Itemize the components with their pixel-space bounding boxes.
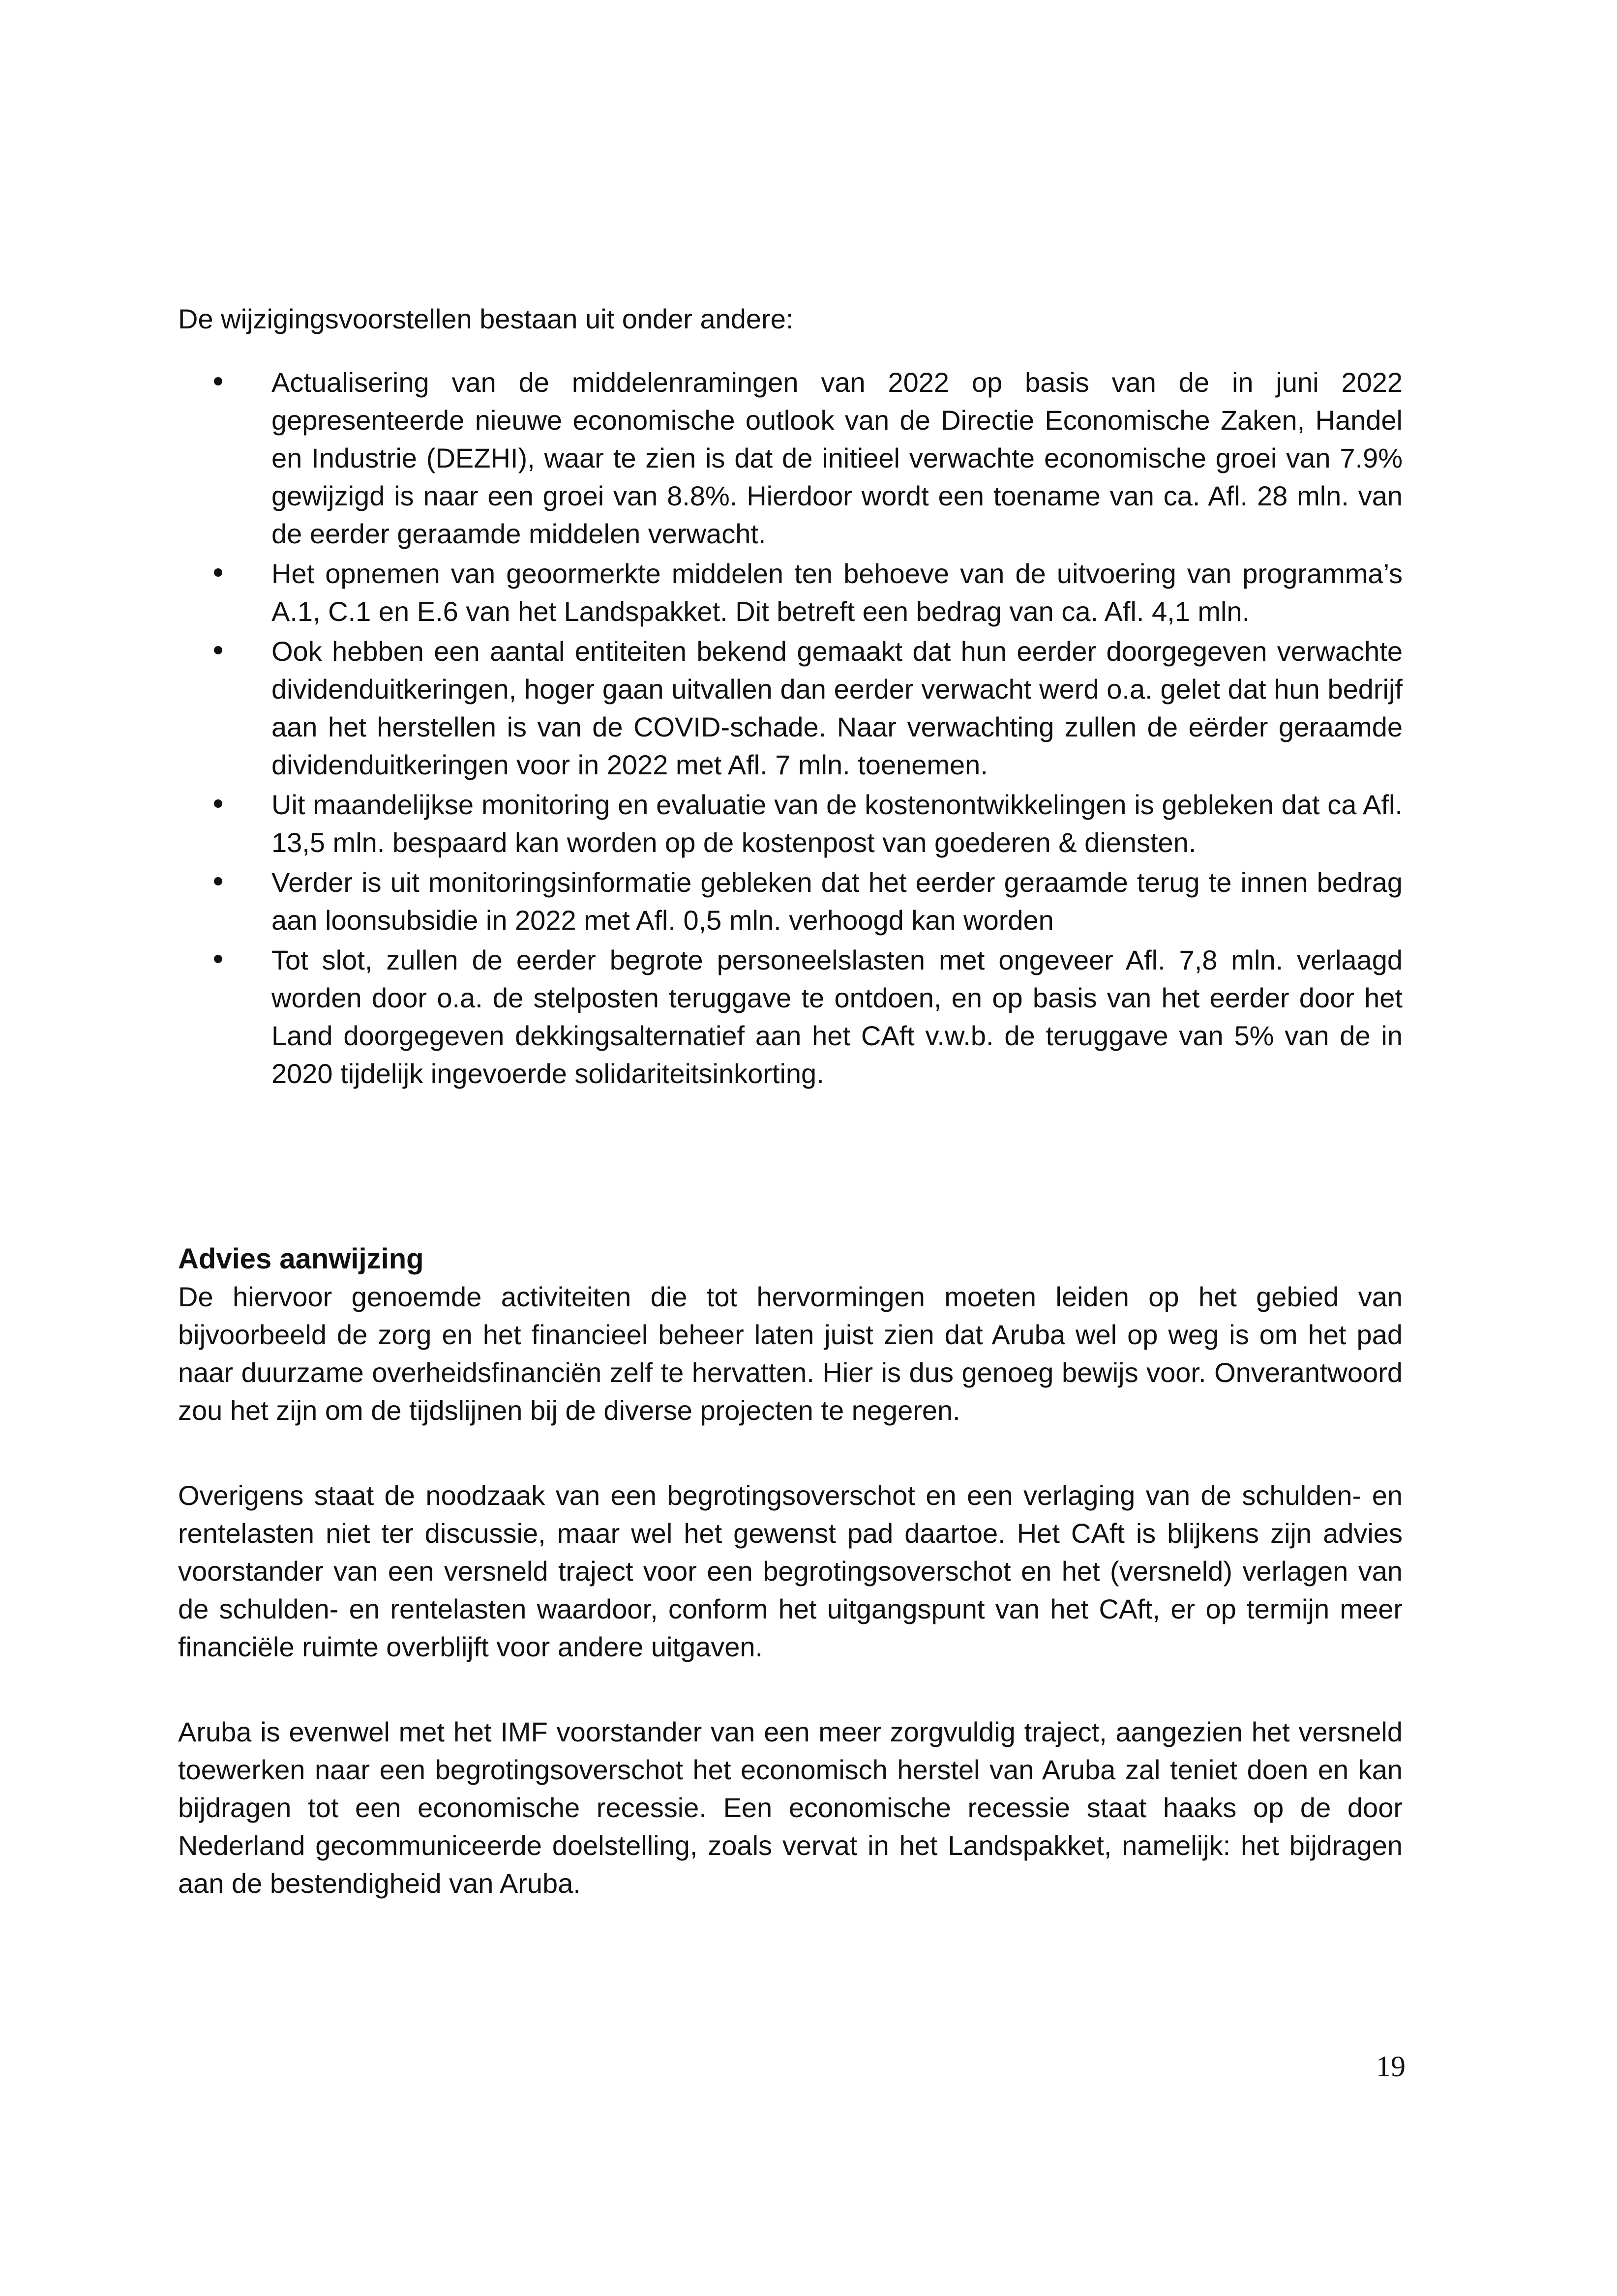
bullet-icon — [214, 955, 222, 963]
bullet-list — [178, 363, 1403, 1092]
paragraph: Overigens staat de noodzaak van een begrotingsoverschot en een verlaging van de schulden- en rentelasten niet ter discussie, maar wel het gewenst pad daartoe. Het CAft is blijkens zijn advies voorstander van een versneld traject voor een begrotingsoverschot en het (versneld) verlagen van de schulden- en rentelasten waardoor, conform het uitgangspunt van het CAft, er op termijn meer financiële ruimte overblijft voor andere uitgaven. — [178, 1480, 1403, 1662]
list-item — [271, 786, 1403, 861]
bullet-icon — [214, 799, 222, 808]
bullet-icon — [214, 877, 222, 885]
list-item-text: Ook hebben een aantal entiteiten bekend gemaakt dat hun eerder doorgegeven verwachte dividenduitkeringen, hoger gaan uitvallen dan eerder verwacht werd o.a. gelet dat hun bedrijf aan het herstellen is van de COVID-schade. Naar verwachting zullen de eërder geraamde dividenduitkeringen voor in 2022 met Afl. 7 mln. toenemen. — [271, 636, 1403, 780]
bullet-icon — [214, 377, 222, 385]
list-item-text: Tot slot, zullen de eerder begrote personeelslasten met ongeveer Afl. 7,8 mln. verlaagd worden door o.a. de stelposten teruggave te ontdoen, en op basis van het eerder door het Land doorgegeven dekkingsalternatief aan het CAft v.w.b. de teruggave van 5% van de in 2020 tijdelijk ingevoerde solidariteitsinkorting. — [271, 944, 1403, 1089]
list-item-text: Actualisering van de middelenramingen van 2022 op basis van de in juni 2022 gepresenteerde nieuwe economische outlook van de Directie Economische Zaken, Handel en Industrie (DEZHI), waar te zien is dat de initieel verwachte economische groei van 7.9% gewijzigd is naar een groei van 8.8%. Hierdoor wordt een toename van ca. Afl. 28 mln. van de eerder geraamde middelen verwacht. — [271, 367, 1403, 549]
list-item — [271, 863, 1403, 939]
list-item-text: Verder is uit monitoringsinformatie gebleken dat het eerder geraamde terug te innen bedrag aan loonsubsidie in 2022 met Afl. 0,5 mln. verhoogd kan worden — [271, 867, 1403, 936]
section-heading: Advies aanwijzing — [178, 1243, 424, 1275]
list-item-text: Uit maandelijkse monitoring en evaluatie van de kostenontwikkelingen is gebleken dat ca Afl. 13,5 mln. bespaard kan worden op de kostenpost van goederen & diensten. — [271, 789, 1403, 858]
paragraph: Aruba is evenwel met het IMF voorstander van een meer zorgvuldig traject, aangezien het versneld toewerken naar een begrotingsoverschot het economisch herstel van Aruba zal teniet doen en kan bijdragen tot een economische recessie. Een economische recessie staat haaks op de door Nederland gecommuniceerde doelstelling, zoals vervat in het Landspakket, namelijk: het bijdragen aan de bestendigheid van Aruba. — [178, 1716, 1403, 1899]
list-item-text: Het opnemen van geoormerkte middelen ten behoeve van de uitvoering van programma’s A.1, C.1 en E.6 van het Landspakket. Dit betreft een bedrag van ca. Afl. 4,1 mln. — [271, 558, 1403, 627]
list-item — [271, 941, 1403, 1092]
page-number: 19 — [1376, 2050, 1406, 2083]
paragraph: De hiervoor genoemde activiteiten die tot hervormingen moeten leiden op het gebied van bijvoorbeeld de zorg en het financieel beheer laten juist zien dat Aruba wel op weg is om het pad naar duurzame overheidsfinanciën zelf te hervatten. Hier is dus genoeg bewijs voor. Onverantwoord zou het zijn om de tijdslijnen bij de diverse projecten te negeren. — [178, 1281, 1403, 1426]
bullet-icon — [214, 568, 222, 577]
list-item — [271, 555, 1403, 630]
page-content — [178, 300, 1403, 1949]
list-item — [271, 363, 1403, 553]
intro-text: De wijzigingsvoorstellen bestaan uit onder andere: — [178, 303, 794, 334]
bullet-icon — [214, 646, 222, 654]
list-item — [271, 632, 1403, 784]
